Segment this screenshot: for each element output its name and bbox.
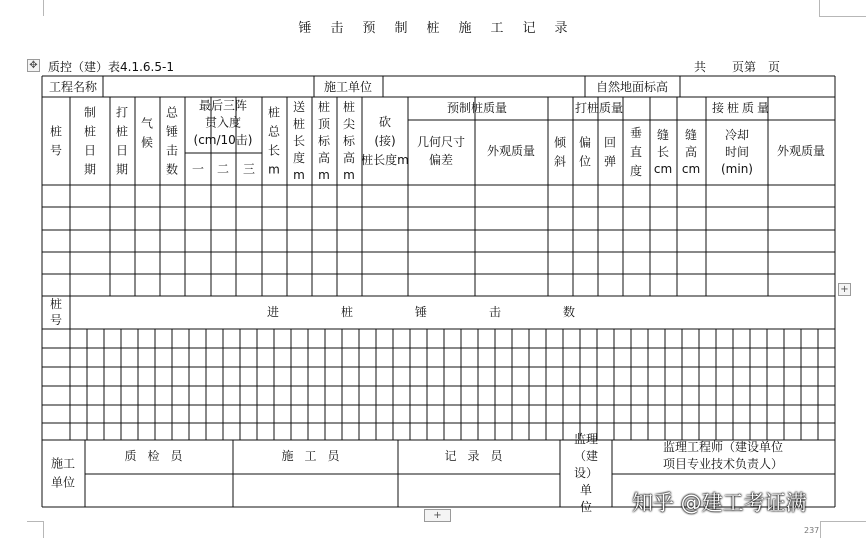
- project-name-label: 工程名称: [48, 80, 98, 94]
- col-sub-1: 一: [191, 162, 205, 176]
- page-number: 237: [804, 526, 820, 535]
- blow-heading: 进桩锤击数: [266, 305, 638, 319]
- ground-elevation-label: 自然地面标高: [595, 80, 669, 94]
- col-driven-date: 打桩日期: [115, 105, 129, 177]
- blow-pile-no: 桩号: [49, 297, 63, 327]
- footer-recorder: 记录员: [444, 449, 514, 463]
- col-unit-per10: (cm/10击): [193, 133, 253, 147]
- col-verticality: 垂直度: [629, 126, 643, 178]
- plus-icon: +: [840, 284, 849, 295]
- footer-construction-unit: 施工单位: [50, 456, 76, 490]
- col-tilt: 倾斜: [553, 135, 567, 169]
- footer-supervisor-line2: 项目专业技术负责人）: [662, 457, 784, 471]
- page-info-page: 页第: [732, 60, 757, 74]
- col-top-elev: 桩顶标高 m: [317, 100, 331, 182]
- page-info-end: 页: [768, 60, 781, 74]
- col-seam-height: 缝高 cm: [681, 128, 701, 176]
- move-icon: ✥: [29, 60, 38, 71]
- watermark: 知乎 @建工考证满: [632, 491, 807, 515]
- footer-builder: 施工员: [281, 449, 351, 463]
- col-sent-length: 送桩长度 m: [292, 100, 306, 182]
- col-tip-elev: 桩尖标高 m: [342, 100, 356, 182]
- footer-supervision-unit: 监理（建设）单位: [573, 432, 599, 514]
- col-splice-quality: 接桩质量: [711, 101, 773, 115]
- col-total-length: 桩总长 m: [267, 105, 281, 177]
- footer-inspector: 质检员: [124, 449, 194, 463]
- col-driving-quality: 打桩质量: [574, 101, 624, 115]
- col-splice-appearance: 外观质量: [776, 144, 826, 158]
- col-offset: 偏位: [578, 135, 592, 169]
- col-total-blows: 总锤击数: [165, 105, 179, 177]
- col-geometry-dev: 几何尺寸偏差: [416, 135, 466, 167]
- col-weather: 气候: [140, 116, 154, 150]
- col-appearance: 外观质量: [486, 144, 536, 158]
- col-made-date: 制桩日期: [83, 105, 97, 177]
- plus-icon: +: [433, 510, 442, 521]
- col-rebound: 回弹: [603, 135, 617, 169]
- col-cut-length: 砍(接)桩长度m: [361, 115, 409, 167]
- page-info-total: 共: [694, 60, 707, 74]
- col-sub-3: 三: [242, 162, 256, 176]
- col-last-three: 最后三阵贯入度: [198, 98, 248, 130]
- footer-supervisor-line1: 监理工程师（建设单位: [662, 440, 784, 454]
- col-pile-no: 桩号: [49, 124, 63, 158]
- col-sub-2: 二: [216, 162, 230, 176]
- col-cooling-time: 冷却时间(min): [721, 128, 753, 176]
- page-title: 锤击预制桩施工记录: [298, 21, 587, 36]
- construction-unit-label: 施工单位: [323, 80, 373, 94]
- add-row-bottom-button[interactable]: [424, 509, 451, 522]
- add-row-button[interactable]: [838, 283, 851, 296]
- form-code: 质控（建）表4.1.6.5-1: [48, 60, 174, 74]
- col-precast-quality: 预制桩质量: [446, 101, 508, 115]
- col-seam-length: 缝长 cm: [653, 128, 673, 176]
